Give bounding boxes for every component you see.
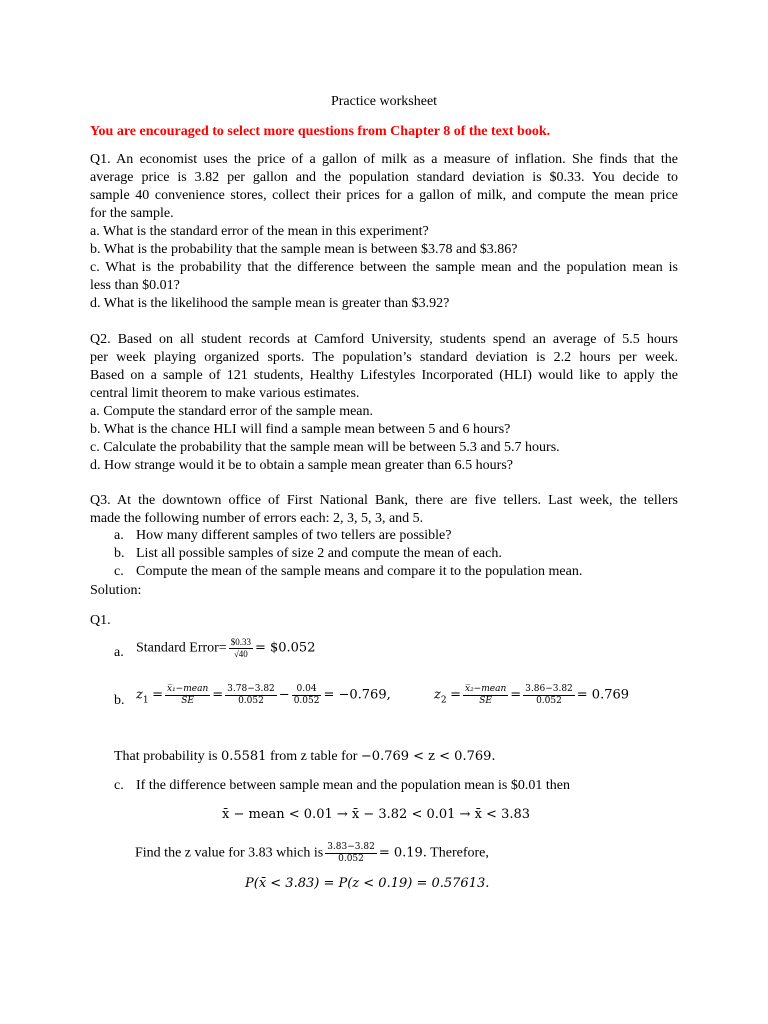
q2-part-a: a. Compute the standard error of the sample mean.	[90, 404, 374, 419]
solution-a	[114, 637, 316, 661]
q3-item-c-text: Compute the mean of the sample means and compare it to the population mean.	[136, 564, 583, 579]
q3-item-b-text: List all possible samples of size 2 and compute the mean of each.	[136, 546, 502, 561]
z-value-result: = 0.19.	[378, 845, 427, 861]
q2-part-d: d. How strange would it be to obtain a sample mean greater than 6.5 hours?	[90, 458, 513, 473]
z1-formula-denominator: SE	[181, 696, 194, 706]
q1-line-2: average price is 3.82 per gallon and the population standard deviation is $0.33. You decide to	[90, 170, 678, 185]
z-value-denominator: 0.052	[338, 854, 364, 864]
probability-middle: from z table for	[269, 749, 358, 764]
z-value-fraction	[325, 842, 377, 865]
solution-b	[114, 684, 630, 709]
therefore-text: Therefore,	[430, 845, 489, 861]
z1-simplified-fraction	[292, 684, 322, 707]
q3-item-b	[114, 546, 502, 562]
standard-error-result: = $0.052	[254, 640, 316, 656]
q3-item-c	[114, 564, 583, 580]
z2-result: = 0.769	[576, 687, 630, 703]
q2-part-b: b. What is the chance HLI will find a sample mean between 5 and 6 hours?	[90, 422, 511, 437]
q2-line-2: per week playing organized sports. The population’s standard deviation is 2.2 hours per week.	[90, 350, 678, 365]
final-probability: P(x̄ < 3.83) = P(z < 0.19) = 0.57613.	[245, 876, 490, 891]
solution-c-text: If the difference between sample mean and the population mean is $0.01 then	[136, 778, 570, 793]
solution-a-expression	[136, 637, 315, 660]
q2-part-c: c. Calculate the probability that the sample mean will be between 5.3 and 5.7 hours.	[90, 440, 560, 455]
z1-value-denominator: 0.052	[238, 696, 264, 706]
q3-line-2: made the following number of errors each: 2, 3, 5, 3, and 5.	[90, 511, 424, 526]
z2-formula-fraction	[463, 684, 508, 707]
worksheet-page	[90, 0, 680, 1024]
page-title: Practice worksheet	[330, 94, 438, 109]
q1-line-3: sample 40 convenience stores, collect their prices for a gallon of milk, and compute the mean price	[90, 188, 678, 203]
q1-part-a: a. What is the standard error of the mean in this experiment?	[90, 224, 429, 239]
z2-value-fraction	[523, 684, 575, 707]
probability-range: −0.769 < z < 0.769.	[360, 749, 496, 764]
q2-line-3: Based on a sample of 121 students, Healthy Lifestyles Incorporated (HLI) would like to apply the	[90, 368, 678, 383]
z2-symbol: z	[434, 687, 441, 703]
solution-q1-label: Q1.	[90, 613, 111, 628]
z1-symbol: z	[136, 687, 143, 703]
z2-expression: $z_2$ = $\frac{\text{x̅₂−mean}}{SE}$ = $\frac{3.86-3.82}{0.052}$ = 0.769	[434, 684, 630, 706]
q3-item-b-marker: b.	[114, 546, 125, 561]
q3-item-a-marker: a.	[114, 528, 124, 543]
se-numerator: $0.33	[230, 637, 251, 647]
standard-error-label: Standard Error=	[136, 640, 227, 656]
solution-b-marker: b.	[114, 693, 125, 708]
z2-subscript: 2	[440, 695, 447, 706]
q1-part-d: d. What is the likelihood the sample mean is greater than $3.92?	[90, 296, 450, 311]
z1-value-fraction	[225, 684, 277, 707]
q3-line-1: Q3. At the downtown office of First National Bank, there are five tellers. Last week, the tellers	[90, 493, 678, 508]
q2-line-4: central limit theorem to make various estimates.	[90, 386, 360, 401]
probability-statement	[114, 748, 496, 766]
q2-line-1: Q2. Based on all student records at Camford University, students spend an average of 5.5 hours	[90, 332, 678, 347]
z1-expression: $z_1$ = $\frac{\text{x̅₁−mean}}{SE}$ = $\frac{3.78-3.82}{0.052}$ − $\frac{0.04}{0.052}$ = −0.769,	[136, 684, 391, 706]
solution-heading: Solution:	[90, 583, 142, 598]
q1-line-4: for the sample.	[90, 206, 174, 221]
q1-part-b: b. What is the probability that the sample mean is between $3.78 and $3.86?	[90, 242, 518, 257]
q1-part-c-line-2: less than $0.01?	[90, 278, 180, 293]
z1-formula-fraction	[165, 684, 210, 707]
solution-c-marker: c.	[114, 778, 124, 793]
z1-formula-numerator: x̅₁−mean	[167, 684, 209, 694]
q3-item-a	[114, 528, 452, 544]
minus-sign: −	[278, 687, 290, 703]
probability-value: 0.5581	[220, 749, 267, 764]
solution-a-marker: a.	[114, 645, 124, 660]
z2-value-numerator: 3.86−3.82	[525, 684, 573, 694]
q1-line-1: Q1. An economist uses the price of a gallon of milk as a measure of inflation. She finds that the	[90, 152, 678, 167]
z1-simplified-denominator: 0.052	[293, 696, 320, 706]
notice-text: You are encouraged to select more questions from Chapter 8 of the text book.	[90, 124, 551, 139]
z1-result: = −0.769,	[323, 687, 391, 703]
solution-c	[114, 778, 570, 794]
z-value-numerator: 3.83−3.82	[327, 842, 375, 852]
z2-formula-numerator: x̅₂−mean	[465, 684, 507, 694]
probability-prefix: That probability is	[114, 749, 218, 764]
standard-error-fraction	[229, 637, 253, 660]
z-value-prefix: Find the z value for 3.83 which is	[135, 845, 324, 861]
z1-value-numerator: 3.78−3.82	[227, 684, 275, 694]
z1-subscript: 1	[142, 695, 149, 706]
z1-simplified-numerator: 0.04	[292, 684, 322, 696]
z-value-line	[135, 842, 489, 865]
q1-part-c-line-1: c. What is the probability that the difference between the sample mean and the population mean is	[90, 260, 678, 275]
se-denominator: √40	[233, 649, 248, 659]
q3-item-a-text: How many different samples of two tellers are possible?	[136, 528, 452, 543]
z2-value-denominator: 0.052	[536, 696, 562, 706]
q3-item-c-marker: c.	[114, 564, 124, 579]
difference-inequality: x̄ − mean < 0.01 → x̄ − 3.82 < 0.01 → x̄ < 3.83	[222, 807, 531, 822]
z2-formula-denominator: SE	[479, 696, 492, 706]
